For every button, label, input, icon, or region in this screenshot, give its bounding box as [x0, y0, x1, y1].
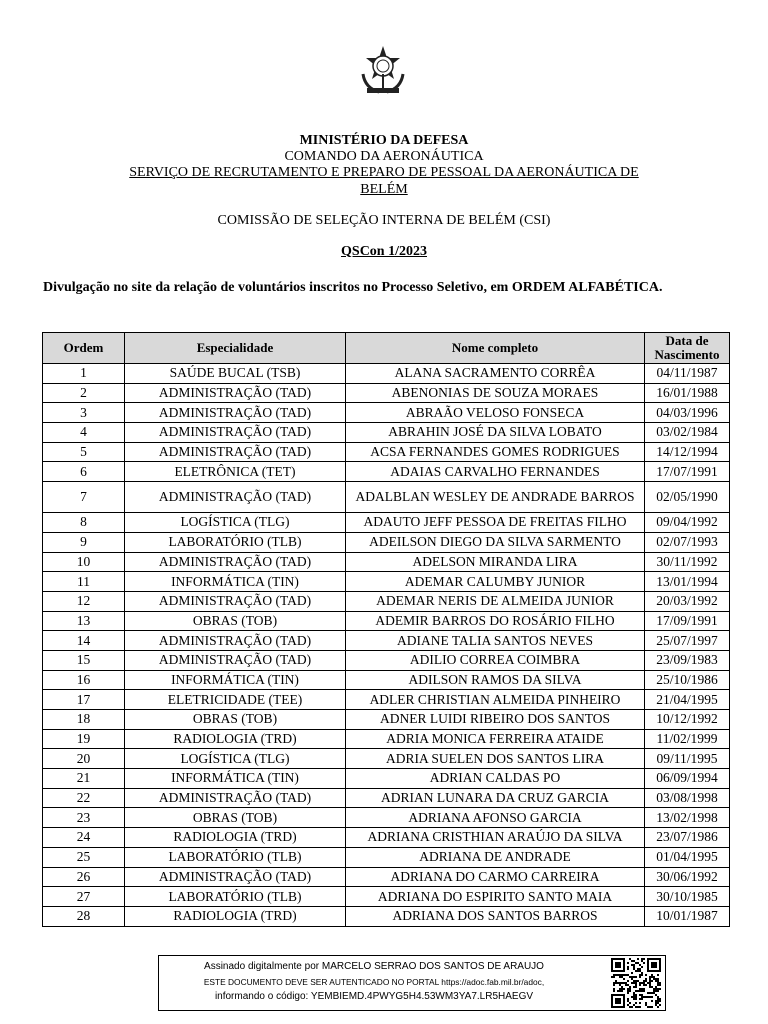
- cell-data-nascimento: 21/04/1995: [645, 690, 730, 710]
- cell-especialidade: RADIOLOGIA (TRD): [125, 729, 346, 749]
- table-header-row: [43, 333, 730, 364]
- cell-data-nascimento: 09/11/1995: [645, 749, 730, 769]
- ministry-title: MINISTÉRIO DA DEFESA: [299, 133, 469, 148]
- cell-ordem: 23: [43, 808, 125, 828]
- cell-data-nascimento: 10/12/1992: [645, 710, 730, 730]
- cell-ordem: 26: [43, 867, 125, 887]
- table-row: [43, 887, 730, 907]
- table-row: [43, 906, 730, 926]
- table-row: [43, 729, 730, 749]
- coat-of-arms-icon: [357, 44, 409, 96]
- cell-especialidade: ADMINISTRAÇÃO (TAD): [125, 482, 346, 513]
- cell-especialidade: INFORMÁTICA (TIN): [125, 572, 346, 592]
- cell-especialidade: ADMINISTRAÇÃO (TAD): [125, 591, 346, 611]
- cell-nome: ADRIANA DO ESPIRITO SANTO MAIA: [346, 887, 645, 907]
- cell-data-nascimento: 16/01/1988: [645, 383, 730, 403]
- cell-data-nascimento: 30/06/1992: [645, 867, 730, 887]
- cell-nome: ADRIANA CRISTHIAN ARAÚJO DA SILVA: [346, 828, 645, 848]
- cell-especialidade: ADMINISTRAÇÃO (TAD): [125, 423, 346, 443]
- table-row: [43, 749, 730, 769]
- cell-ordem: 27: [43, 887, 125, 907]
- cell-especialidade: LABORATÓRIO (TLB): [125, 532, 346, 552]
- cell-nome: ABRAÃO VELOSO FONSECA: [346, 403, 645, 423]
- signed-by-text: Assinado digitalmente por MARCELO SERRAO DOS SANTOS DE ARAUJO: [204, 961, 544, 972]
- cell-ordem: 15: [43, 650, 125, 670]
- cell-ordem: 17: [43, 690, 125, 710]
- cell-data-nascimento: 20/03/1992: [645, 591, 730, 611]
- cell-data-nascimento: 04/11/1987: [645, 364, 730, 384]
- table-row: [43, 788, 730, 808]
- cell-ordem: 7: [43, 482, 125, 513]
- cell-nome: ADILSON RAMOS DA SILVA: [346, 670, 645, 690]
- table-row: [43, 847, 730, 867]
- cell-nome: ADEILSON DIEGO DA SILVA SARMENTO: [346, 532, 645, 552]
- cell-nome: ACSA FERNANDES GOMES RODRIGUES: [346, 442, 645, 462]
- cell-nome: ABRAHIN JOSÉ DA SILVA LOBATO: [346, 423, 645, 443]
- table-row: [43, 383, 730, 403]
- cell-data-nascimento: 23/09/1983: [645, 650, 730, 670]
- cell-ordem: 13: [43, 611, 125, 631]
- cell-ordem: 28: [43, 906, 125, 926]
- signature-box: [158, 955, 666, 1011]
- cell-data-nascimento: 06/09/1994: [645, 769, 730, 789]
- cell-data-nascimento: 14/12/1994: [645, 442, 730, 462]
- document-code: QSCon 1/2023: [341, 244, 427, 259]
- cell-nome: ADRIANA DO CARMO CARREIRA: [346, 867, 645, 887]
- cell-especialidade: RADIOLOGIA (TRD): [125, 906, 346, 926]
- cell-nome: ALANA SACRAMENTO CORRÊA: [346, 364, 645, 384]
- cell-especialidade: ELETRICIDADE (TEE): [125, 690, 346, 710]
- cell-nome: ADLER CHRISTIAN ALMEIDA PINHEIRO: [346, 690, 645, 710]
- cell-data-nascimento: 02/07/1993: [645, 532, 730, 552]
- cell-ordem: 4: [43, 423, 125, 443]
- cell-especialidade: INFORMÁTICA (TIN): [125, 769, 346, 789]
- cell-especialidade: ADMINISTRAÇÃO (TAD): [125, 650, 346, 670]
- cell-especialidade: OBRAS (TOB): [125, 611, 346, 631]
- table-row: [43, 591, 730, 611]
- cell-nome: ADRIAN CALDAS PO: [346, 769, 645, 789]
- cell-data-nascimento: 17/09/1991: [645, 611, 730, 631]
- cell-ordem: 8: [43, 513, 125, 533]
- cell-ordem: 25: [43, 847, 125, 867]
- cell-data-nascimento: 25/07/1997: [645, 631, 730, 651]
- cell-data-nascimento: 30/10/1985: [645, 887, 730, 907]
- cell-especialidade: INFORMÁTICA (TIN): [125, 670, 346, 690]
- cell-nome: ADRIANA DE ANDRADE: [346, 847, 645, 867]
- table-row: [43, 513, 730, 533]
- table-row: [43, 670, 730, 690]
- table-row: [43, 423, 730, 443]
- table-row: [43, 828, 730, 848]
- table-row: [43, 650, 730, 670]
- cell-data-nascimento: 10/01/1987: [645, 906, 730, 926]
- cell-data-nascimento: 03/02/1984: [645, 423, 730, 443]
- table-row: [43, 690, 730, 710]
- volunteers-table: [42, 332, 730, 927]
- cell-nome: ADEMAR CALUMBY JUNIOR: [346, 572, 645, 592]
- cell-nome: ADRIAN LUNARA DA CRUZ GARCIA: [346, 788, 645, 808]
- cell-ordem: 19: [43, 729, 125, 749]
- cell-data-nascimento: 25/10/1986: [645, 670, 730, 690]
- cell-nome: ADRIA MONICA FERREIRA ATAIDE: [346, 729, 645, 749]
- cell-especialidade: ADMINISTRAÇÃO (TAD): [125, 552, 346, 572]
- cell-data-nascimento: 17/07/1991: [645, 462, 730, 482]
- cell-ordem: 3: [43, 403, 125, 423]
- header-nome: Nome completo: [346, 333, 645, 364]
- cell-especialidade: ADMINISTRAÇÃO (TAD): [125, 631, 346, 651]
- cell-ordem: 16: [43, 670, 125, 690]
- cell-ordem: 11: [43, 572, 125, 592]
- table-row: [43, 442, 730, 462]
- cell-nome: ADELSON MIRANDA LIRA: [346, 552, 645, 572]
- table-row: [43, 552, 730, 572]
- table-row: [43, 808, 730, 828]
- cell-data-nascimento: 13/01/1994: [645, 572, 730, 592]
- cell-ordem: 21: [43, 769, 125, 789]
- cell-nome: ADEMIR BARROS DO ROSÁRIO FILHO: [346, 611, 645, 631]
- qr-code-icon[interactable]: [611, 958, 661, 1008]
- service-title-line1: SERVIÇO DE RECRUTAMENTO E PREPARO DE PESSOAL DA AERONÁUTICA DE: [129, 165, 639, 180]
- cell-especialidade: ADMINISTRAÇÃO (TAD): [125, 442, 346, 462]
- cell-especialidade: OBRAS (TOB): [125, 710, 346, 730]
- cell-ordem: 24: [43, 828, 125, 848]
- header-especialidade: Especialidade: [125, 333, 346, 364]
- header-ordem: Ordem: [43, 333, 125, 364]
- cell-nome: ADEMAR NERIS DE ALMEIDA JUNIOR: [346, 591, 645, 611]
- intro-paragraph: Divulgação no site da relação de voluntários inscritos no Processo Seletivo, em ORDEM ALFABÉTICA.: [43, 280, 663, 295]
- table-row: [43, 462, 730, 482]
- header-data-nascimento: [645, 333, 730, 364]
- table-row: [43, 867, 730, 887]
- cell-nome: ADRIANA AFONSO GARCIA: [346, 808, 645, 828]
- cell-especialidade: LOGÍSTICA (TLG): [125, 513, 346, 533]
- cell-nome: ADAUTO JEFF PESSOA DE FREITAS FILHO: [346, 513, 645, 533]
- table-row: [43, 532, 730, 552]
- cell-especialidade: OBRAS (TOB): [125, 808, 346, 828]
- header-data-line2: Nascimento: [654, 347, 720, 362]
- cell-especialidade: ADMINISTRAÇÃO (TAD): [125, 403, 346, 423]
- authenticate-text: ESTE DOCUMENTO DEVE SER AUTENTICADO NO PORTAL https://adoc.fab.mil.br/adoc,: [203, 977, 545, 987]
- cell-nome: ADALBLAN WESLEY DE ANDRADE BARROS: [346, 482, 645, 513]
- cell-ordem: 12: [43, 591, 125, 611]
- table-row: [43, 710, 730, 730]
- cell-ordem: 22: [43, 788, 125, 808]
- cell-ordem: 20: [43, 749, 125, 769]
- cell-especialidade: ADMINISTRAÇÃO (TAD): [125, 867, 346, 887]
- cell-especialidade: LOGÍSTICA (TLG): [125, 749, 346, 769]
- table-row: [43, 631, 730, 651]
- cell-nome: ADRIA SUELEN DOS SANTOS LIRA: [346, 749, 645, 769]
- cell-data-nascimento: 09/04/1992: [645, 513, 730, 533]
- cell-nome: ADNER LUIDI RIBEIRO DOS SANTOS: [346, 710, 645, 730]
- header-data-line1: Data de: [665, 333, 709, 348]
- cell-data-nascimento: 01/04/1995: [645, 847, 730, 867]
- cell-nome: ADIANE TALIA SANTOS NEVES: [346, 631, 645, 651]
- cell-ordem: 1: [43, 364, 125, 384]
- cell-data-nascimento: 23/07/1986: [645, 828, 730, 848]
- cell-especialidade: LABORATÓRIO (TLB): [125, 887, 346, 907]
- cell-especialidade: ADMINISTRAÇÃO (TAD): [125, 383, 346, 403]
- cell-data-nascimento: 03/08/1998: [645, 788, 730, 808]
- command-title: COMANDO DA AERONÁUTICA: [284, 149, 484, 164]
- cell-data-nascimento: 02/05/1990: [645, 482, 730, 513]
- table-row: [43, 769, 730, 789]
- cell-nome: ADRIANA DOS SANTOS BARROS: [346, 906, 645, 926]
- cell-especialidade: SAÚDE BUCAL (TSB): [125, 364, 346, 384]
- verification-code-text: informando o código: YEMBIEMD.4PWYG5H4.53WM3YA7.LR5HAEGV: [214, 991, 534, 1002]
- cell-ordem: 18: [43, 710, 125, 730]
- table-row: [43, 482, 730, 513]
- cell-ordem: 9: [43, 532, 125, 552]
- cell-ordem: 2: [43, 383, 125, 403]
- cell-ordem: 6: [43, 462, 125, 482]
- cell-especialidade: ADMINISTRAÇÃO (TAD): [125, 788, 346, 808]
- cell-ordem: 10: [43, 552, 125, 572]
- cell-nome: ADILIO CORREA COIMBRA: [346, 650, 645, 670]
- table-row: [43, 364, 730, 384]
- cell-especialidade: RADIOLOGIA (TRD): [125, 828, 346, 848]
- cell-ordem: 14: [43, 631, 125, 651]
- cell-especialidade: LABORATÓRIO (TLB): [125, 847, 346, 867]
- cell-data-nascimento: 13/02/1998: [645, 808, 730, 828]
- table-row: [43, 572, 730, 592]
- cell-nome: ABENONIAS DE SOUZA MORAES: [346, 383, 645, 403]
- cell-data-nascimento: 11/02/1999: [645, 729, 730, 749]
- table-row: [43, 611, 730, 631]
- commission-title: COMISSÃO DE SELEÇÃO INTERNA DE BELÉM (CSI): [217, 213, 551, 228]
- cell-ordem: 5: [43, 442, 125, 462]
- cell-data-nascimento: 04/03/1996: [645, 403, 730, 423]
- cell-data-nascimento: 30/11/1992: [645, 552, 730, 572]
- cell-nome: ADAIAS CARVALHO FERNANDES: [346, 462, 645, 482]
- service-title-line2: BELÉM: [360, 182, 408, 197]
- table-row: [43, 403, 730, 423]
- cell-especialidade: ELETRÔNICA (TET): [125, 462, 346, 482]
